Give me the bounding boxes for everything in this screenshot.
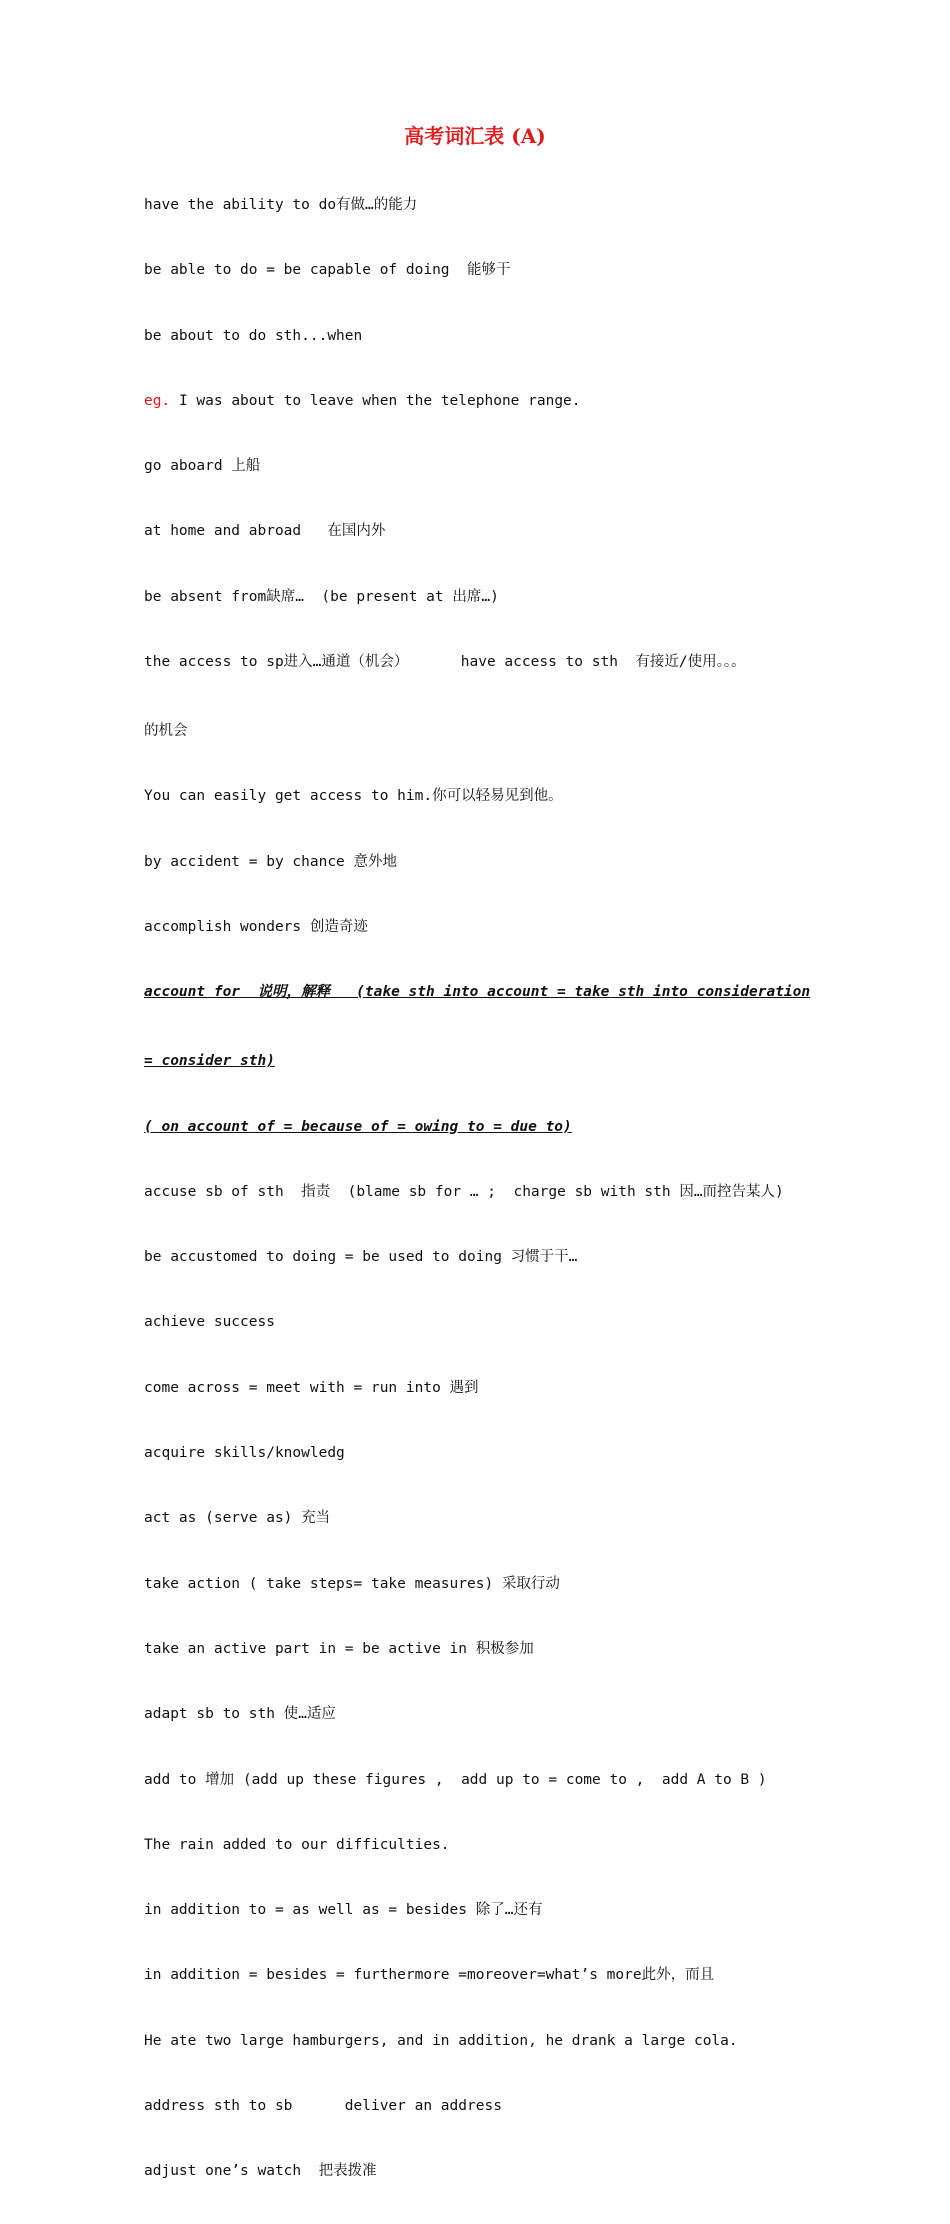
vocab-line-10: You can easily get access to him.你可以轻易见到他。	[144, 788, 563, 805]
vocab-line-8: the access to sp进入…通道（机会） have access to sth 有接近/使用。。。	[144, 654, 746, 671]
vocab-line-1: have the ability to do有做…的能力	[144, 197, 418, 213]
vocab-line-30: address sth to sb deliver an address	[144, 2098, 502, 2115]
vocab-line-18: achieve success	[144, 1314, 275, 1331]
vocab-line-3: be about to do sth...when	[144, 327, 363, 344]
vocab-line-31: adjust one’s watch 把表拨准	[144, 2163, 377, 2180]
vocab-line-27: in addition to = as well as = besides 除了…还有	[144, 1902, 543, 1919]
example-sentence: I was about to leave when the telephone range.	[178, 392, 581, 409]
vocab-line-26: The rain added to our difficulties.	[144, 1836, 450, 1853]
vocab-line-15-emphasis: ( on account of = because of = owing to = due to)	[144, 1118, 572, 1135]
vocab-line-2: be able to do = be capable of doing 能够干	[144, 262, 511, 279]
vocab-line-5: go aboard 上船	[144, 458, 261, 475]
vocab-line-28: in addition = besides = furthermore =moreover=what’s more此外，而且	[144, 1967, 715, 1984]
vocab-line-20: acquire skills/knowledg	[144, 1445, 345, 1462]
vocab-line-13-emphasis: account for 说明，解释 (take sth into account = take sth into consideration	[144, 984, 811, 1001]
vocab-line-23: take an active part in = be active in 积极参加	[144, 1640, 534, 1657]
vocab-line-22: take action ( take steps= take measures) 采取行动	[144, 1575, 560, 1592]
vocabulary-list	[144, 160, 824, 2224]
vocab-line-21: act as (serve as) 充当	[144, 1510, 331, 1527]
vocab-line-19: come across = meet with = run into 遇到	[144, 1379, 479, 1396]
vocab-line-12: accomplish wonders 创造奇迹	[144, 918, 368, 935]
vocab-line-11: by accident = by chance 意外地	[144, 853, 398, 870]
example-line	[144, 388, 824, 421]
vocab-line-14-emphasis: = consider sth)	[144, 1053, 275, 1070]
vocab-line-24: adapt sb to sth 使…适应	[144, 1706, 336, 1723]
vocab-line-9: 的机会	[144, 723, 188, 740]
vocab-line-6: at home and abroad 在国内外	[144, 523, 386, 540]
vocab-line-17: be accustomed to doing = be used to doing 习惯于干…	[144, 1249, 578, 1266]
vocab-line-25: add to 增加 (add up these figures , add up to = come to , add A to B )	[144, 1771, 767, 1788]
vocab-line-7: be absent from缺席… (be present at 出席…)	[144, 588, 499, 605]
vocab-line-16: accuse sb of sth 指责 (blame sb for … ; charge sb with sth 因…而控告某人)	[144, 1183, 784, 1200]
document-title: 高考词汇表 (A)	[404, 124, 546, 148]
example-gap	[170, 393, 179, 409]
example-label: eg.	[144, 392, 171, 409]
vocab-line-29: He ate two large hamburgers, and in addition, he drank a large cola.	[144, 2032, 738, 2049]
